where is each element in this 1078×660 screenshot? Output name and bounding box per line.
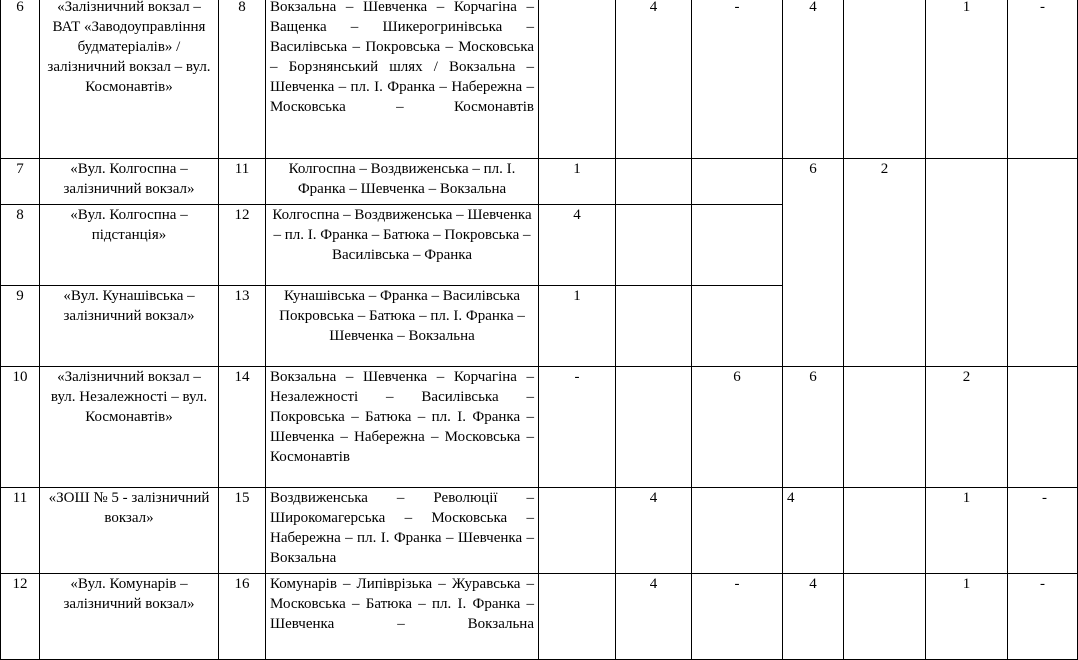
route-name: «Залізничний вокзал – вул. Незалежності – вул. Космонавтів» bbox=[40, 367, 219, 488]
row-number: 10 bbox=[1, 367, 40, 488]
cell-c4: - bbox=[539, 367, 616, 488]
cell-c4 bbox=[539, 0, 616, 159]
route-path: Вокзальна – Шевченка – Корчагіна – Незалежності – Василівська – Покровська – Батюка – пл. І. Франка – Шевченка – Набережна – Московська – Космонавтів bbox=[266, 367, 539, 488]
route-name: «Вул. Комунарів – залізничний вокзал» bbox=[40, 574, 219, 660]
row-number: 6 bbox=[1, 0, 40, 159]
cell-c9: 1 bbox=[926, 0, 1008, 159]
cell-c4: 1 bbox=[539, 159, 616, 205]
cell-c7: 4 bbox=[783, 488, 844, 574]
route-number: 14 bbox=[219, 367, 266, 488]
cell-c10: - bbox=[1008, 488, 1078, 574]
cell-c10 bbox=[1008, 367, 1078, 488]
cell-c5: 4 bbox=[616, 574, 692, 660]
table-row bbox=[1, 488, 1078, 574]
row-number: 7 bbox=[1, 159, 40, 205]
route-path: Вокзальна – Шевченка – Корчагіна – Ващенка – Шикерогринівська – Василівська – Покровська – Московська – Борзнянський шлях / Вокзальна – Шевченка – пл. І. Франка – Набережна – Московська – Космонавтів bbox=[266, 0, 539, 159]
cell-c5: 4 bbox=[616, 488, 692, 574]
cell-c8 bbox=[844, 574, 926, 660]
route-number: 15 bbox=[219, 488, 266, 574]
row-number: 9 bbox=[1, 286, 40, 367]
row-number: 8 bbox=[1, 205, 40, 286]
cell-c6 bbox=[692, 205, 783, 286]
cell-c5 bbox=[616, 367, 692, 488]
route-number: 13 bbox=[219, 286, 266, 367]
cell-c6 bbox=[692, 0, 783, 159]
merged-cell-c9 bbox=[926, 159, 1008, 367]
cell-value: - bbox=[1040, 0, 1045, 15]
table-row bbox=[1, 574, 1078, 660]
cell-c8 bbox=[844, 0, 926, 159]
cell-c5 bbox=[616, 286, 692, 367]
route-number: 12 bbox=[219, 205, 266, 286]
cell-c4: 4 bbox=[539, 205, 616, 286]
route-path: Комунарів – Липіврізька – Журавська – Московська – Батюка – пл. І. Франка – Шевченка – Вокзальна bbox=[266, 574, 539, 660]
cell-c6 bbox=[692, 286, 783, 367]
cell-c6 bbox=[692, 159, 783, 205]
route-name: «Вул. Колгоспна – підстанція» bbox=[40, 205, 219, 286]
table-row bbox=[1, 159, 1078, 205]
cell-value: - bbox=[734, 0, 740, 15]
route-name: «Залізничний вокзал – ВАТ «Заводоуправління будматеріалів» / залізничний вокзал – вул. Космонавтів» bbox=[40, 0, 219, 159]
route-name: «Вул. Кунашівська – залізничний вокзал» bbox=[40, 286, 219, 367]
merged-cell-c10 bbox=[1008, 159, 1078, 367]
route-path: Колгоспна – Воздвиженська – Шевченка – пл. І. Франка – Батюка – Покровська – Василівська – Франка bbox=[266, 205, 539, 286]
cell-c5: 4 bbox=[616, 0, 692, 159]
table-row bbox=[1, 0, 1078, 159]
cell-c4 bbox=[539, 488, 616, 574]
cell-c10 bbox=[1008, 0, 1078, 159]
merged-cell-c7: 6 bbox=[783, 159, 844, 367]
route-number: 16 bbox=[219, 574, 266, 660]
cell-c4: 1 bbox=[539, 286, 616, 367]
route-path: Воздвиженська – Революції – Широкомагерська – Московська – Набережна – пл. І. Франка – Шевченка – Вокзальна bbox=[266, 488, 539, 574]
cell-c4 bbox=[539, 574, 616, 660]
cell-c9: 1 bbox=[926, 488, 1008, 574]
route-path: Кунашівська – Франка – Василівська Покровська – Батюка – пл. І. Франка – Шевченка – Вокзальна bbox=[266, 286, 539, 367]
cell-c7: 4 bbox=[783, 0, 844, 159]
cell-c10: - bbox=[1008, 574, 1078, 660]
route-name: «Вул. Колгоспна – залізничний вокзал» bbox=[40, 159, 219, 205]
cell-c7: 4 bbox=[783, 574, 844, 660]
cell-c8 bbox=[844, 367, 926, 488]
cell-c9: 1 bbox=[926, 574, 1008, 660]
cell-c5 bbox=[616, 205, 692, 286]
cell-c7: 6 bbox=[783, 367, 844, 488]
route-name: «ЗОШ № 5 - залізничний вокзал» bbox=[40, 488, 219, 574]
cell-c5 bbox=[616, 159, 692, 205]
cell-c9: 2 bbox=[926, 367, 1008, 488]
route-number: 8 bbox=[219, 0, 266, 159]
cell-c6: 6 bbox=[692, 367, 783, 488]
table-row bbox=[1, 367, 1078, 488]
cell-c6 bbox=[692, 488, 783, 574]
route-number: 11 bbox=[219, 159, 266, 205]
merged-cell-c8: 2 bbox=[844, 159, 926, 367]
route-path: Колгоспна – Воздвиженська – пл. І. Франка – Шевченка – Вокзальна bbox=[266, 159, 539, 205]
row-number: 12 bbox=[1, 574, 40, 660]
row-number: 11 bbox=[1, 488, 40, 574]
cell-c8 bbox=[844, 488, 926, 574]
cell-c6: - bbox=[692, 574, 783, 660]
